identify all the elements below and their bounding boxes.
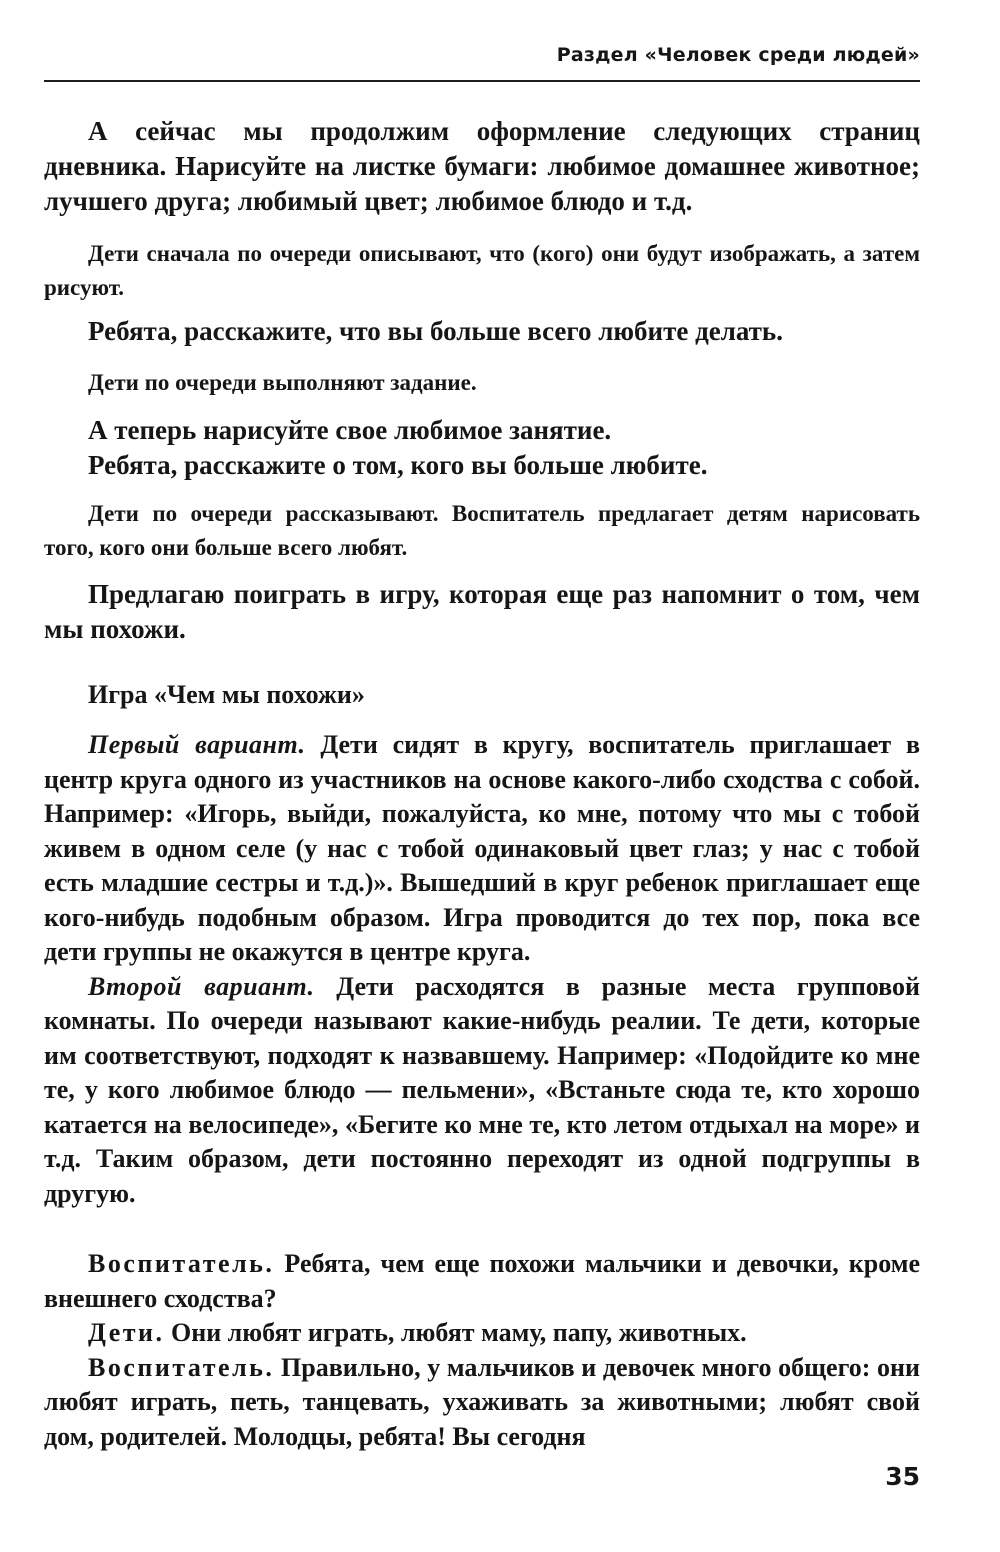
dialog-line	[44, 1247, 920, 1316]
paragraph-game-offer	[44, 577, 920, 647]
paragraph-draw-activity	[44, 413, 920, 483]
instruction-tell-draw	[44, 497, 920, 565]
game-variants	[44, 728, 920, 1211]
instruction-text: Дети по очереди выполняют задание.	[88, 370, 477, 395]
instruction-text: Дети сначала по очереди описывают, что (кого) они будут изображать, а затем рисуют.	[44, 241, 920, 300]
variant-one	[44, 728, 920, 970]
dialog-section	[44, 1247, 920, 1454]
dialog-text: Они любят играть, любят маму, папу, животных.	[171, 1318, 747, 1347]
dialog-text: Правильно, у мальчиков и девочек много общего: они любят играть, петь, танцевать, ухаживать за животными; любят свой дом, родителей. Молодцы, ребята! Вы сегодня	[44, 1352, 920, 1451]
running-title: Раздел «Человек среди людей»	[556, 44, 920, 66]
paragraph-text: Ребята, расскажите, что вы больше всего любите делать.	[88, 316, 783, 346]
variant-one-label: Первый вариант.	[88, 730, 306, 759]
dialog-line	[44, 1316, 920, 1351]
dialog-text: Ребята, чем еще похожи мальчики и девочки, кроме внешнего сходства?	[44, 1249, 920, 1313]
paragraph-text: А теперь нарисуйте свое любимое занятие.	[88, 415, 612, 445]
game-section	[44, 678, 920, 712]
paragraph-diary-pages	[44, 114, 920, 219]
instruction-text: Дети по очереди рассказывают. Воспитатель предлагает детям нарисовать того, кого они больше всего любят.	[44, 501, 920, 560]
instruction-do-task	[44, 366, 920, 400]
paragraph-text: Ребята, расскажите о том, кого вы больше любите.	[88, 450, 708, 480]
speaker-children: Дети.	[88, 1318, 165, 1347]
speaker-teacher: Воспитатель.	[88, 1352, 275, 1382]
instruction-describe-draw	[44, 237, 920, 305]
page-number: 35	[885, 1462, 920, 1491]
dialog-line	[44, 1351, 920, 1455]
variant-two-text: Дети расходятся в разные места групповой комнаты. По очереди называют какие-нибудь реалии. Те дети, которые им соответствуют, подходят к назвавшему. Например: «Подойдите ко мне те, у кого любимое блюдо — пельмени», «Встаньте сюда те, кто хорошо катается на велосипеде», «Бегите ко мне те, кто летом отдыхал на море» и т.д. Таким образом, дети постоянно переходят из одной подгруппы в другую.	[44, 971, 921, 1208]
paragraph-text: Предлагаю поиграть в игру, которая еще раз напомнит о том, чем мы похожи.	[44, 579, 920, 644]
paragraph-text: А сейчас мы продолжим оформление следующих страниц дневника. Нарисуйте на листке бумаги: любимое домашнее животное; лучшего друга; любимый цвет; любимое блюдо и т.д.	[44, 116, 920, 216]
variant-two-label: Второй вариант.	[88, 971, 315, 1001]
game-title: Игра «Чем мы похожи»	[88, 680, 365, 709]
variant-one-text: Дети сидят в кругу, воспитатель приглашает в центр круга одного из участников на основе какого-либо сходства с собой. Например: «Игорь, выйди, пожалуйста, ко мне, потому что мы с тобой живем в одном селе (у нас с тобой одинаковый цвет глаз; у нас с тобой есть младшие сестры и т.д.)». Вышедший в круг ребенок приглашает еще кого-нибудь подобным образом. Игра проводится до тех пор, пока все дети группы не окажутся в центре круга.	[44, 730, 921, 966]
speaker-teacher: Воспитатель.	[88, 1249, 275, 1278]
header-rule	[44, 80, 920, 82]
paragraph-favorite-activity	[44, 314, 920, 349]
variant-two	[44, 970, 920, 1212]
